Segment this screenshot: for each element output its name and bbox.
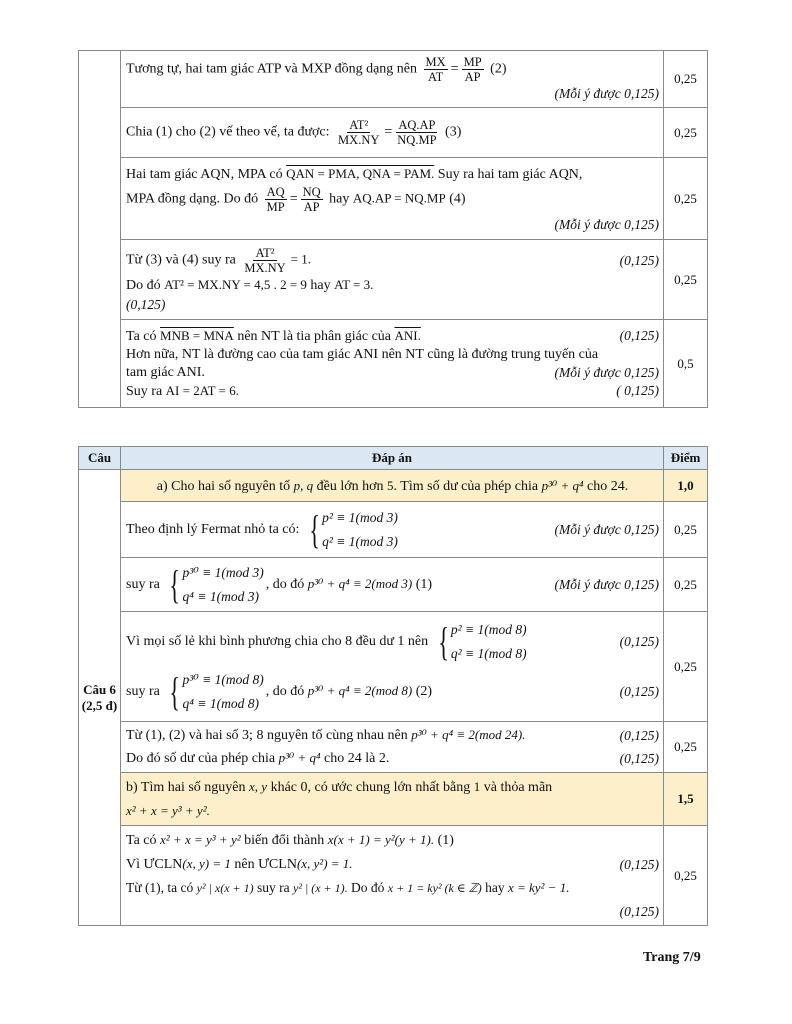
row-divide: Chia (1) cho (2) vế theo vế, ta được: $\frac{\text{AT²}}{MX.NY}$ = $\frac{AQ.AP}{NQ.MP}$ (3): [121, 108, 664, 158]
row-text: Tương tự, hai tam giác ATP và MXP đồng dạng nên: [126, 61, 418, 77]
score: 0,25: [664, 558, 708, 612]
row-similar-triangles-4: Hai tam giác AQN, MPA có QAN = PMA, QNA = PAM. Suy ra hai tam giác AQN, MPA đồng dạng. Do đó $\frac{AQ}{MP}$ = $\frac{NQ}{AP}$ hay AQ.AP = NQ.MP (4) (Mỗi ý được 0,125): [121, 158, 664, 240]
score-note: (Mỗi ý được 0,125): [554, 86, 659, 101]
part-a-prompt: a) Cho hai số nguyên tố p, q đều lớn hơn 5. Tìm số dư của phép chia p³⁰ + q⁴ cho 24.: [121, 470, 664, 502]
header-score: Điểm: [664, 447, 708, 470]
fraction: $\frac{\text{AT²}}{MX.NY}$: [338, 118, 380, 147]
row-fermat: Theo định lý Fermat nhỏ ta có: { p² ≡ 1(mod 3) q² ≡ 1(mod 3) (Mỗi ý được 0,125): [121, 502, 664, 558]
angle-equalities: QAN = PMA, QNA = PAM.: [286, 165, 435, 181]
top-answer-table: [78, 50, 708, 408]
fraction: $\frac{NQ}{AP}$: [302, 184, 321, 214]
row-similar-triangles-2: Tương tự, hai tam giác ATP và MXP đồng dạng nên $\frac{MX}{AT}$ = $\frac{MP}{AP}$ (2) (Mỗi ý được 0,125): [121, 51, 664, 108]
row-mod24: Từ (1), (2) và hai số 3; 8 nguyên tố cùng nhau nên p³⁰ + q⁴ ≡ 2(mod 24). (0,125) Do đó số dư của phép chia p³⁰ + q⁴ cho 24 là 2. (0,125): [121, 722, 664, 773]
score: 1,5: [664, 773, 708, 826]
fraction: $\frac{AQ}{MP}$: [266, 184, 285, 214]
equation-system: { p² ≡ 1(mod 3) q² ≡ 1(mod 3): [309, 506, 398, 552]
score: 0,5: [664, 320, 708, 408]
equation-tag: (2): [490, 61, 507, 77]
row-at-value: Từ (3) và (4) suy ra $\frac{\text{AT²}}{MX.NY}$ = 1. (0,125) Do đó AT² = MX.NY = 4,5 . 2 = 9 hay AT = 3. (0,125): [121, 240, 664, 320]
header-answer: Đáp án: [121, 447, 664, 470]
fraction: $\frac{\text{AT²}}{MX.NY}$: [244, 245, 286, 275]
score: 0,25: [664, 722, 708, 773]
part-b-prompt: b) Tìm hai số nguyên x, y khác 0, có ước chung lớn nhất bằng 1 và thỏa mãn x² + x = y³ + y².: [121, 773, 664, 826]
score: 1,0: [664, 470, 708, 502]
score: 0,25: [664, 240, 708, 320]
table-header: [79, 447, 708, 470]
header-question: Câu: [79, 447, 121, 470]
fraction: $\frac{MX}{AT}$: [425, 55, 446, 84]
question-cell-empty: [79, 51, 121, 408]
main-answer-table: [78, 446, 708, 926]
score: 0,25: [664, 51, 708, 108]
page-number: Trang 7/9: [643, 950, 701, 965]
score: 0,25: [664, 108, 708, 158]
row-mod8: Vì mọi số lẻ khi bình phương chia cho 8 đều dư 1 nên { p² ≡ 1(mod 8) q² ≡ 1(mod 8) (0,125) suy ra { p³⁰ ≡ 1(mod 8) q⁴ ≡ 1(mod 8) , do đó p³⁰ + q⁴ ≡ 2(mod 8) (2) (0,125): [121, 612, 664, 722]
score-note: (Mỗi ý được 0,125): [554, 216, 659, 232]
score: 0,25: [664, 502, 708, 558]
equation-system: { p² ≡ 1(mod 8) q² ≡ 1(mod 8): [437, 618, 527, 664]
question-label: Câu 6 (2,5 đ): [79, 470, 121, 926]
fraction: $\frac{MP}{AP}$: [463, 55, 482, 84]
row-mod3: suy ra { p³⁰ ≡ 1(mod 3) q⁴ ≡ 1(mod 3) , do đó p³⁰ + q⁴ ≡ 2(mod 3) (1) (Mỗi ý được 0,125): [121, 558, 664, 612]
row-ai-value: Ta có MNB = MNA nên NT là tia phân giác của ANI. (0,125) Hơn nữa, NT là đường cao của tam giác ANI nên NT cũng là đường trung tuyến của tam giác ANI. (Mỗi ý được 0,125) Suy ra AI = 2AT = 6. ( 0,125): [121, 320, 664, 408]
score: 0,25: [664, 612, 708, 722]
equation-system: { p³⁰ ≡ 1(mod 8) q⁴ ≡ 1(mod 8): [169, 668, 264, 714]
score: 0,25: [664, 158, 708, 240]
fraction: $\frac{AQ.AP}{NQ.MP}$: [397, 118, 437, 147]
row-gcd: Ta có x² + x = y³ + y² biến đổi thành x(x + 1) = y²(y + 1). (1) Vì ƯCLN(x, y) = 1 nên ƯCLN(x, y²) = 1. (0,125) Từ (1), ta có y² | x(x + 1) suy ra y² | (x + 1). Do đó x + 1 = ky² (k ∈ ℤ) hay x = ky² − 1. (0,125): [121, 826, 664, 926]
equation-system: { p³⁰ ≡ 1(mod 3) q⁴ ≡ 1(mod 3): [169, 561, 264, 607]
equation-tag: (3): [445, 124, 462, 140]
score: 0,25: [664, 826, 708, 926]
